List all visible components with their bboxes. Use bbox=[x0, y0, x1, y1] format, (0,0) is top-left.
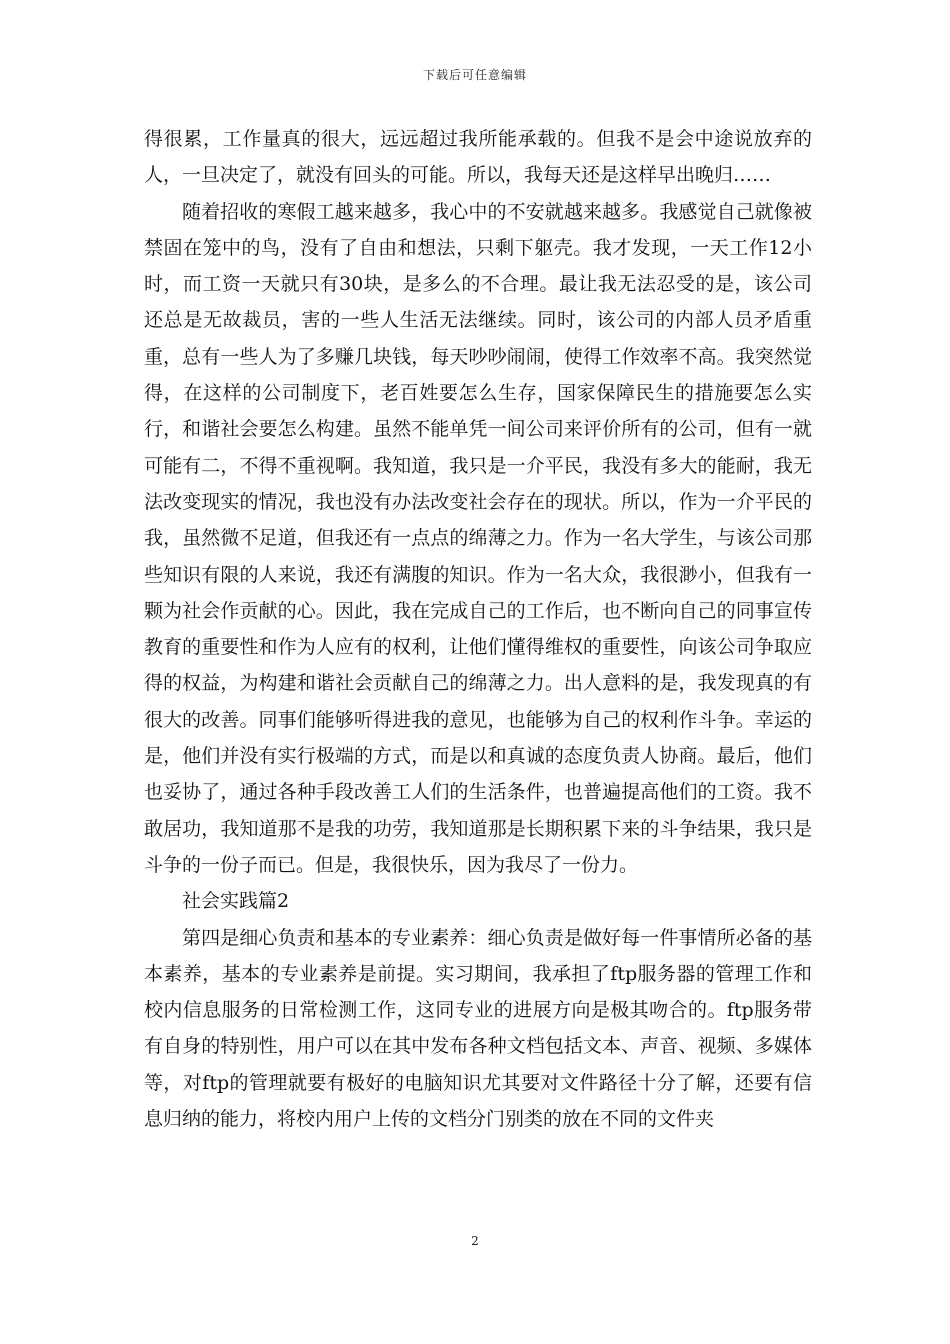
document-body bbox=[144, 121, 812, 1137]
page-header: 下载后可任意编辑 bbox=[422, 68, 527, 82]
section-heading: 社会实践篇2 bbox=[182, 890, 290, 913]
paragraph-body: 第四是细心负责和基本的专业素养：细心负责是做好每一件事情所必备的基本素养，基本的专业素养是前提。实习期间，我承担了ftp服务器的管理工作和校内信息服务的日常检测工作，这同专业的进展方向是极其吻合的。ftp服务带有自身的特别性，用户可以在其中发布各种文档包括文本、声音、视频、多媒体等，对ftp的管理就要有极好的电脑知识尤其要对文件路径十分了解，还要有信息归纳的能力，将校内用户上传的文档分门别类的放在不同的文件夹 bbox=[144, 926, 812, 1131]
paragraph-body: 随着招收的寒假工越来越多，我心中的不安就越来越多。我感觉自己就像被禁固在笼中的鸟，没有了自由和想法，只剩下躯壳。我才发现，一天工作12小时，而工资一天就只有30块，是多么的不合理。最让我无法忍受的是，该公司还总是无故裁员，害的一些人生活无法继续。同时，该公司的内部人员矛盾重重，总有一些人为了多赚几块钱，每天吵吵闹闹，使得工作效率不高。我突然觉得，在这样的公司制度下，老百姓要怎么生存，国家保障民生的措施要怎么实行，和谐社会要怎么构建。虽然不能单凭一间公司来评价所有的公司，但有一就可能有二，不得不重视啊。我知道，我只是一介平民，我没有多大的能耐，我无法改变现实的情况，我也没有办法改变社会存在的现状。所以，作为一介平民的我，虽然微不足道，但我还有一点点的绵薄之力。作为一名大学生，与该公司那些知识有限的人来说，我还有满腹的知识。作为一名大众，我很渺小，但我有一颗为社会作贡献的心。因此，我在完成自己的工作后，也不断向自己的同事宣传教育的重要性和作为人应有的权利，让他们懂得维权的重要性，向该公司争取应得的权益，为构建和谐社会贡献自己的绵薄之力。出人意料的是，我发现真的有很大的改善。同事们能够听得进我的意见，也能够为自己的权利作斗争。幸运的是，他们并没有实行极端的方式，而是以和真诚的态度负责人协商。最后，他们也妥协了，通过各种手段改善工人们的生活条件，也普遍提高他们的工资。我不敢居功，我知道那不是我的功劳，我知道那是长期积累下来的斗争结果，我只是斗争的一份子而已。但是，我很快乐，因为我尽了一份力。 bbox=[144, 200, 812, 876]
page-number: 2 bbox=[471, 1234, 479, 1248]
paragraph-continuation: 得很累，工作量真的很大，远远超过我所能承载的。但我不是会中途说放弃的人，一旦决定了，就没有回头的可能。所以，我每天还是这样早出晚归…… bbox=[144, 128, 812, 187]
